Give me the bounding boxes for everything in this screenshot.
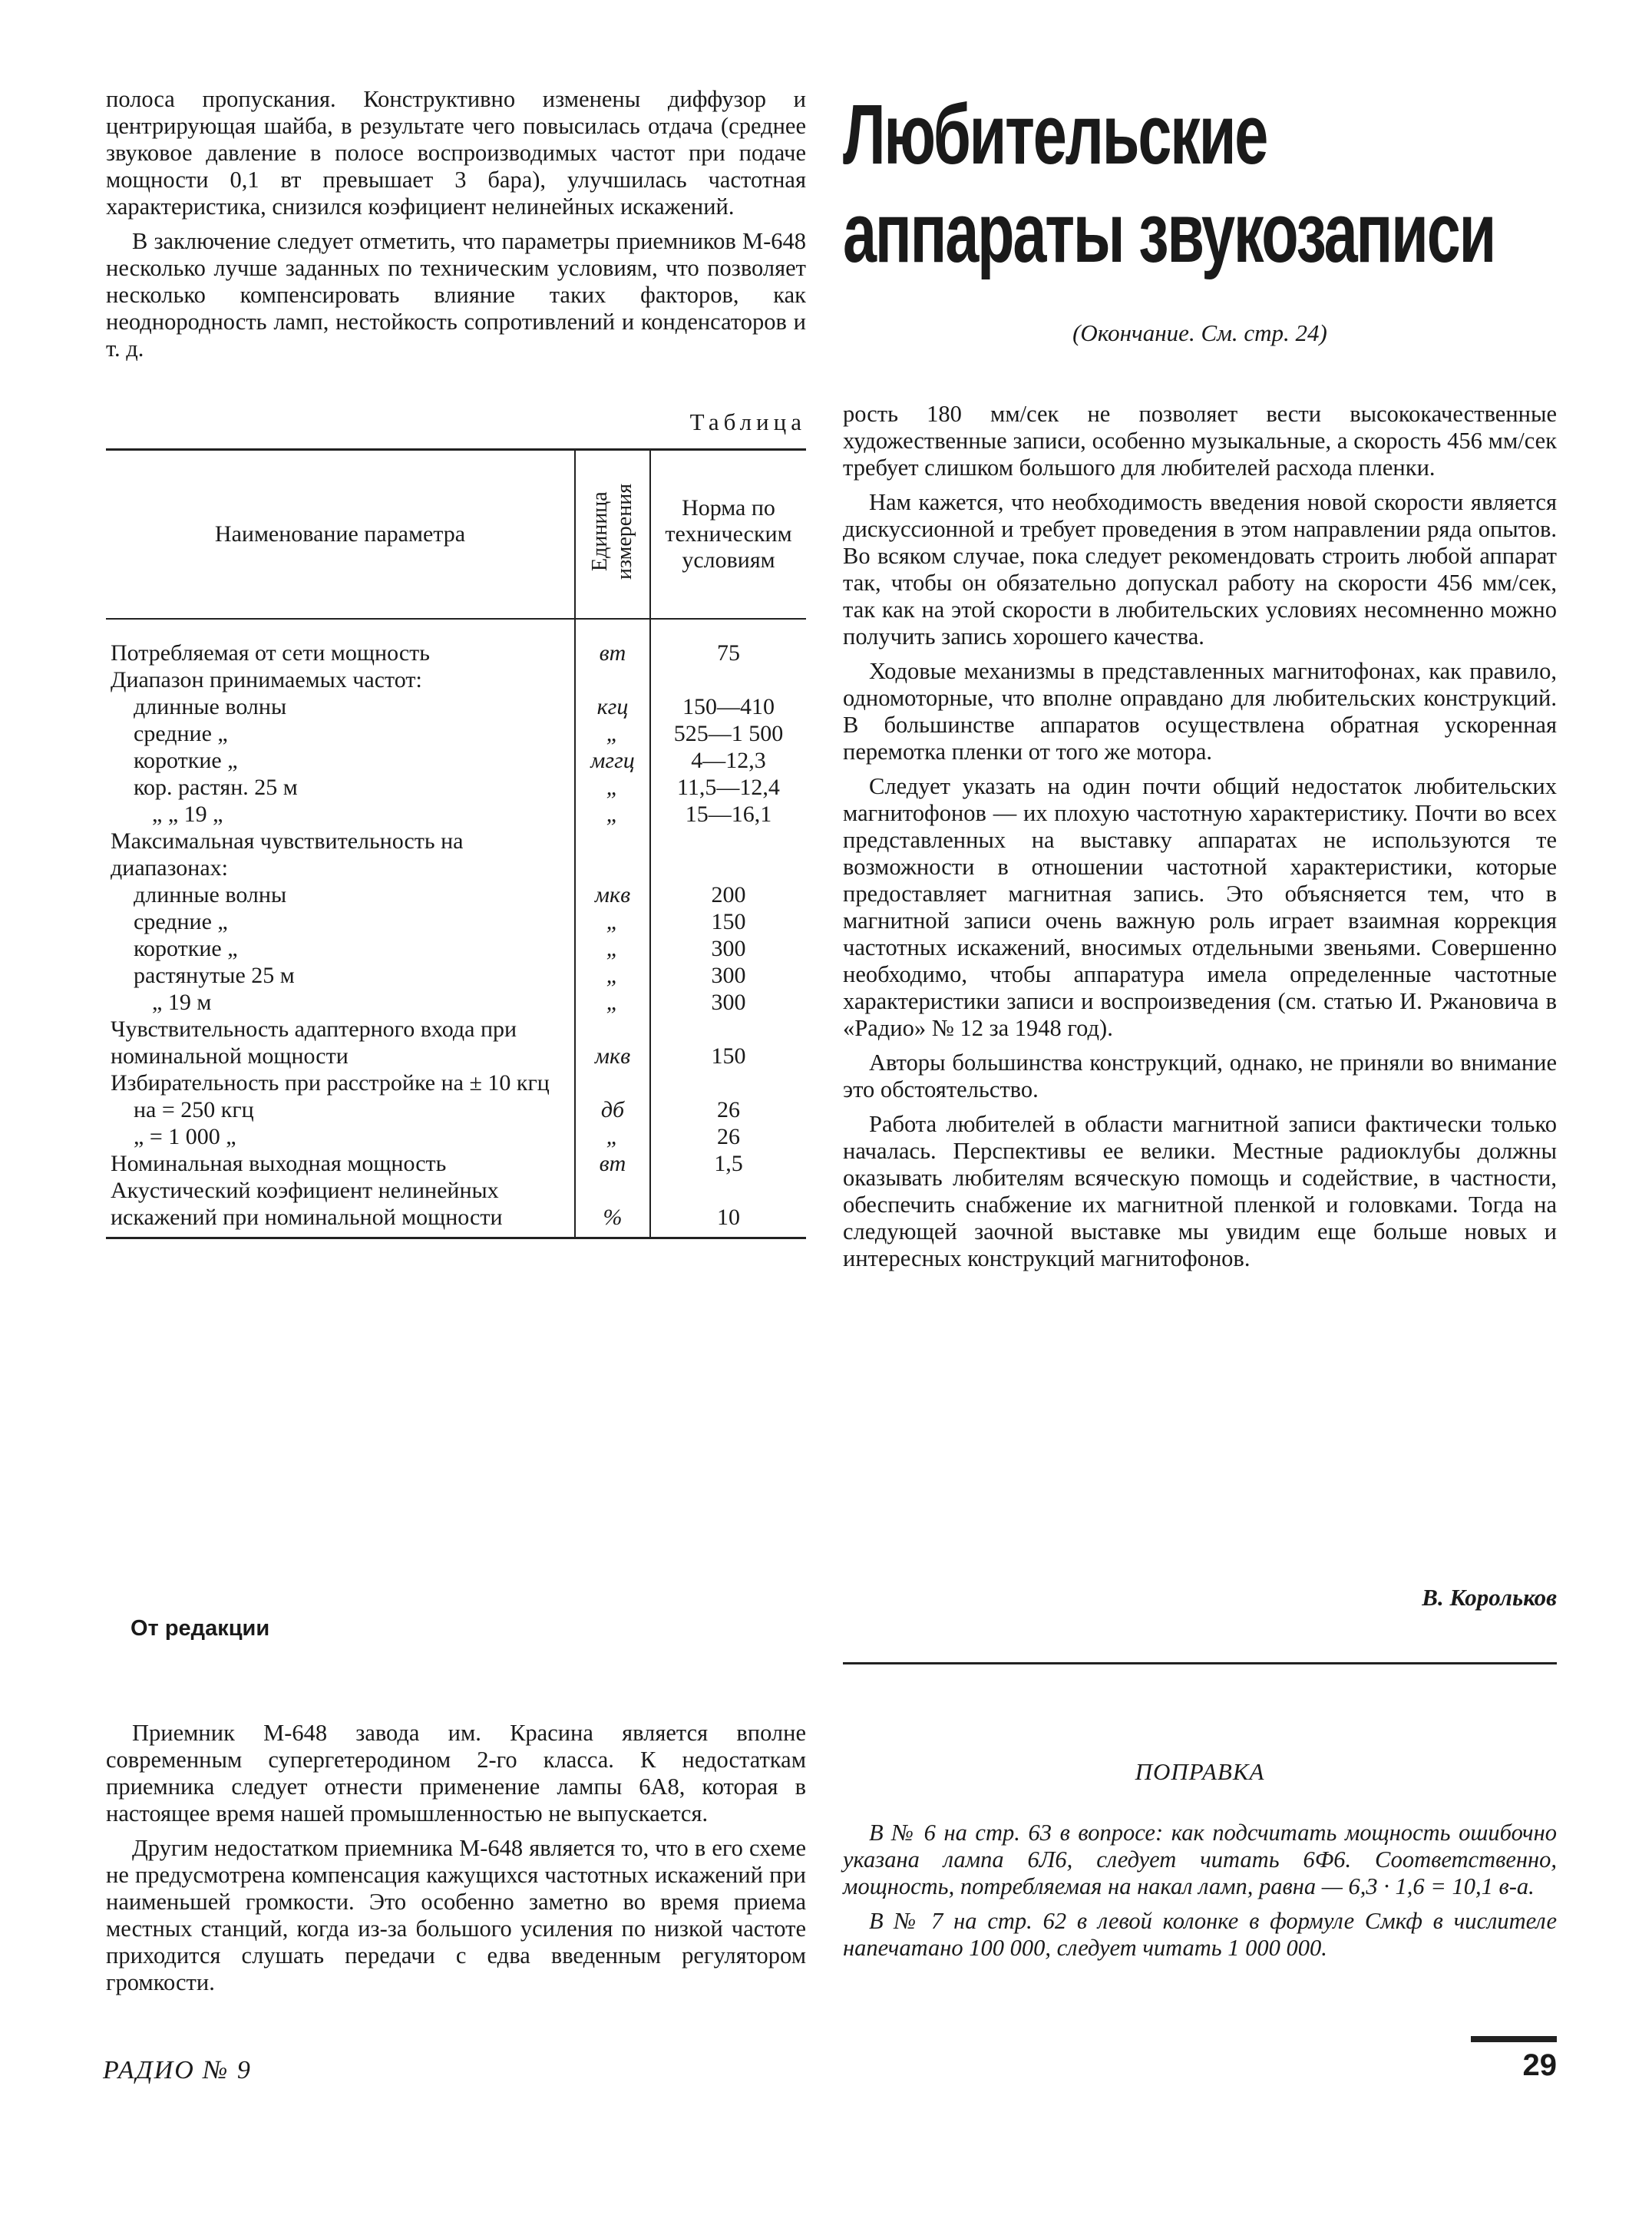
table-cell-value	[650, 828, 806, 881]
table-cell-unit: „	[575, 720, 650, 747]
article-paragraph-4: Следует указать на один почти общий недостаток любительских магнитофонов — их плохую частотную характеристику. Почти во всех представленных на выставку аппаратах не используются те возможности в отношении частотной характеристики, которые предоставляет магнитная запись. Это объясняется тем, что в магнитной записи очень важную роль играет взаимная коррекция частотных искажений, вносимых отдельными звеньями. Совершенно необходимо, чтобы аппаратура имела определенные частотные характеристики записи и воспроизведения (см. статью И. Ржановича в «Радио» № 12 за 1948 год).	[843, 773, 1557, 1041]
table-cell-unit: мкв	[575, 1016, 650, 1069]
page-number-bar	[1471, 2036, 1557, 2042]
table-cell-name: Чувствительность адаптерного входа при номинальной мощности	[111, 1016, 517, 1069]
table-cell-unit: „	[575, 774, 650, 801]
table-cell-unit: мггц	[575, 747, 650, 774]
table-cell-name: длинные волны	[134, 882, 287, 907]
table-cell-value	[650, 1069, 806, 1096]
article-paragraph-1: рость 180 мм/сек не позволяет вести высококачественные художественные записи, особенно музыкальные, а скорость 456 мм/сек требует слишком большого для любителей расхода пленки.	[843, 401, 1557, 481]
right-column	[843, 86, 1557, 1280]
table-row	[106, 962, 806, 989]
table-cell-value: 4—12,3	[691, 748, 766, 773]
table-cell-value: 150	[711, 909, 746, 934]
table-cell-name: Акустический коэфициент нелинейных искажений при номинальной мощности	[106, 1177, 575, 1238]
table-cell-unit: вт	[575, 1150, 650, 1177]
table-row	[106, 1177, 806, 1238]
correction-title: ПОПРАВКА	[1135, 1758, 1265, 1785]
table-cell-unit: мкв	[575, 881, 650, 908]
table-row	[106, 774, 806, 801]
table-cell-unit	[575, 828, 650, 881]
article-paragraph-3: Ходовые механизмы в представленных магнитофонах, как правило, одномоторные, что вполне оправдано для любительских конструкций. В большинстве аппаратов осуществлена обратная ускоренная перемотка пленки от того же мотора.	[843, 658, 1557, 765]
correction-paragraph-1: В № 6 на стр. 63 в вопросе: как подсчитать мощность ошибочно указана лампа 6Л6, следует читать 6Ф6. Соответственно, мощность, потребляемая на накал ламп, равна — 6,3 · 1,6 = 10,1 в-а.	[843, 1820, 1557, 1899]
page-number: 29	[1522, 2048, 1557, 2082]
editorial-body	[106, 1720, 806, 2004]
table-cell-name: средние „	[134, 909, 228, 934]
table-cell-name: на = 250 кгц	[134, 1097, 254, 1122]
left-paragraph-2: В заключение следует отметить, что параметры приемников М-648 несколько лучше заданных по техническим условиям, что позволяет несколько компенсировать влияние таких факторов, как неоднородность ламп, нестойкость сопротивлений и конденсаторов и т. д.	[106, 228, 806, 362]
table-cell-name: длинные волны	[134, 694, 287, 719]
table-cell-value: 300	[711, 936, 746, 961]
table-cell-value: 15—16,1	[685, 802, 772, 827]
table-cell-unit: „	[575, 935, 650, 962]
table-cell-unit: „	[575, 1123, 650, 1150]
table-cell-name: кор. растян. 25 м	[134, 775, 298, 800]
correction-body	[843, 1820, 1557, 1969]
table-cell-value	[650, 666, 806, 693]
journal-footer: РАДИО № 9	[103, 2056, 252, 2084]
editorial-paragraph-1: Приемник М-648 завода им. Красина является вполне современным супергетеродином 2-го класса. К недостаткам приемника следует отнести применение лампы 6А8, которая в настоящее время нашей промышленностью не выпускается.	[106, 1720, 806, 1826]
table-caption: Таблица	[689, 408, 806, 435]
table-cell-name: короткие „	[134, 748, 238, 773]
table-cell-value: 150	[711, 1043, 746, 1069]
table-cell-unit	[575, 1069, 650, 1096]
table-cell-unit: %	[575, 1177, 650, 1238]
table-cell-unit	[575, 666, 650, 693]
table-row	[106, 1123, 806, 1150]
table-cell-unit: „	[575, 989, 650, 1016]
table-cell-value: 525—1 500	[673, 721, 784, 746]
table-cell-value: 1,5	[714, 1151, 743, 1176]
table-cell-unit: вт	[575, 619, 650, 666]
article-paragraph-6: Работа любителей в области магнитной записи фактически только началась. Перспективы ее велики. Местные радиоклубы должны оказывать любителям всяческую помощь и содействие, в частности, обеспечить снабжение их магнитной пленкой и головками. Тогда на следующей заочной выставке мы увидим еще больше новых и интересных конструкций магнитофонов.	[843, 1111, 1557, 1271]
table-row	[106, 666, 806, 693]
table-cell-value: 300	[711, 963, 746, 988]
article-subtitle: (Окончание. См. стр. 24)	[1072, 319, 1327, 346]
table-cell-value: 300	[711, 990, 746, 1015]
table-row	[106, 881, 806, 908]
article-title-line-2: аппараты звукозаписи	[843, 186, 1495, 280]
table-cell-value: 11,5—12,4	[677, 775, 780, 800]
table-cell-name: Номинальная выходная мощность	[111, 1151, 447, 1176]
table-row	[106, 828, 806, 881]
table-row	[106, 1150, 806, 1177]
table-cell-name: Избирательность при расстройке на ± 10 кгц	[111, 1070, 550, 1096]
article-paragraph-5: Авторы большинства конструкций, однако, не приняли во внимание это обстоятельство.	[843, 1050, 1557, 1102]
table-cell-value: 26	[717, 1097, 740, 1122]
table-row	[106, 619, 806, 666]
left-column	[106, 86, 806, 1239]
table-cell-unit: „	[575, 908, 650, 935]
divider-rule	[843, 1662, 1557, 1664]
table-row	[106, 908, 806, 935]
table-cell-name: Потребляемая от сети мощность	[111, 640, 430, 666]
table-cell-unit: кгц	[575, 693, 650, 720]
article-title-line-1: Любительские	[843, 88, 1267, 182]
table-header-unit: Единица измерения	[588, 483, 636, 580]
table-cell-value: 26	[717, 1124, 740, 1149]
table-cell-value: 200	[711, 882, 746, 907]
table-cell-unit: „	[575, 801, 650, 828]
table-cell-value: 75	[717, 640, 740, 666]
table-row	[106, 1096, 806, 1123]
table-cell-name: „ „ 19 „	[152, 802, 223, 827]
table-header-norm: Норма по техническим условиям	[650, 450, 806, 620]
table-row	[106, 1069, 806, 1096]
table-cell-name: средние „	[134, 721, 228, 746]
table-body	[106, 619, 806, 1238]
table-cell-value: 10	[650, 1177, 806, 1238]
parameters-table	[106, 448, 806, 1239]
table-cell-name: короткие „	[134, 936, 238, 961]
table-cell-name: Диапазон принимаемых частот:	[111, 667, 422, 693]
table-row	[106, 801, 806, 828]
table-row	[106, 1016, 806, 1069]
table-row	[106, 989, 806, 1016]
table-cell-unit: дб	[575, 1096, 650, 1123]
editorial-paragraph-2: Другим недостатком приемника М-648 является то, что в его схеме не предусмотрена компенсация кажущихся частотных искажений при наименьшей громкости. Это особенно заметно во время приема местных станций, когда из-за большого усиления по низкой частоте приходится слушать передачи с едва введенным регулятором громкости.	[106, 1835, 806, 1995]
article-paragraph-2: Нам кажется, что необходимость введения новой скорости является дискуссионной и требует проведения в этом направлении ряда опытов. Во всяком случае, пока следует рекомендовать строить любой аппарат так, чтобы он обязательно допускал работу на скорости 456 мм/сек, так как на этой скорости в любительских условиях несомненно можно получить запись хорошего качества.	[843, 489, 1557, 650]
table-row	[106, 720, 806, 747]
table-cell-value: 150—410	[682, 694, 775, 719]
table-cell-name: „ = 1 000 „	[134, 1124, 236, 1149]
editorial-heading: От редакции	[131, 1616, 270, 1641]
table-header-name: Наименование параметра	[106, 450, 575, 620]
correction-paragraph-2: В № 7 на стр. 62 в левой колонке в формуле Смкф в числителе напечатано 100 000, следует читать 1 000 000.	[843, 1908, 1557, 1961]
table-cell-name: растянутые 25 м	[134, 963, 295, 988]
table-cell-name: „ 19 м	[152, 990, 212, 1015]
table-row	[106, 747, 806, 774]
table-cell-name: Максимальная чувствительность на диапазонах:	[111, 828, 464, 881]
table-row	[106, 935, 806, 962]
article-author: В. Корольков	[1422, 1584, 1557, 1611]
table-row	[106, 693, 806, 720]
left-paragraph-1: полоса пропускания. Конструктивно изменены диффузор и центрирующая шайба, в результате чего повысилась отдача (среднее звуковое давление в полосе воспроизводимых частот при подаче мощности 0,1 вт превышает 3 бара), улучшилась частотная характеристика, снизился коэфициент нелинейных искажений.	[106, 86, 806, 220]
table-cell-unit: „	[575, 962, 650, 989]
